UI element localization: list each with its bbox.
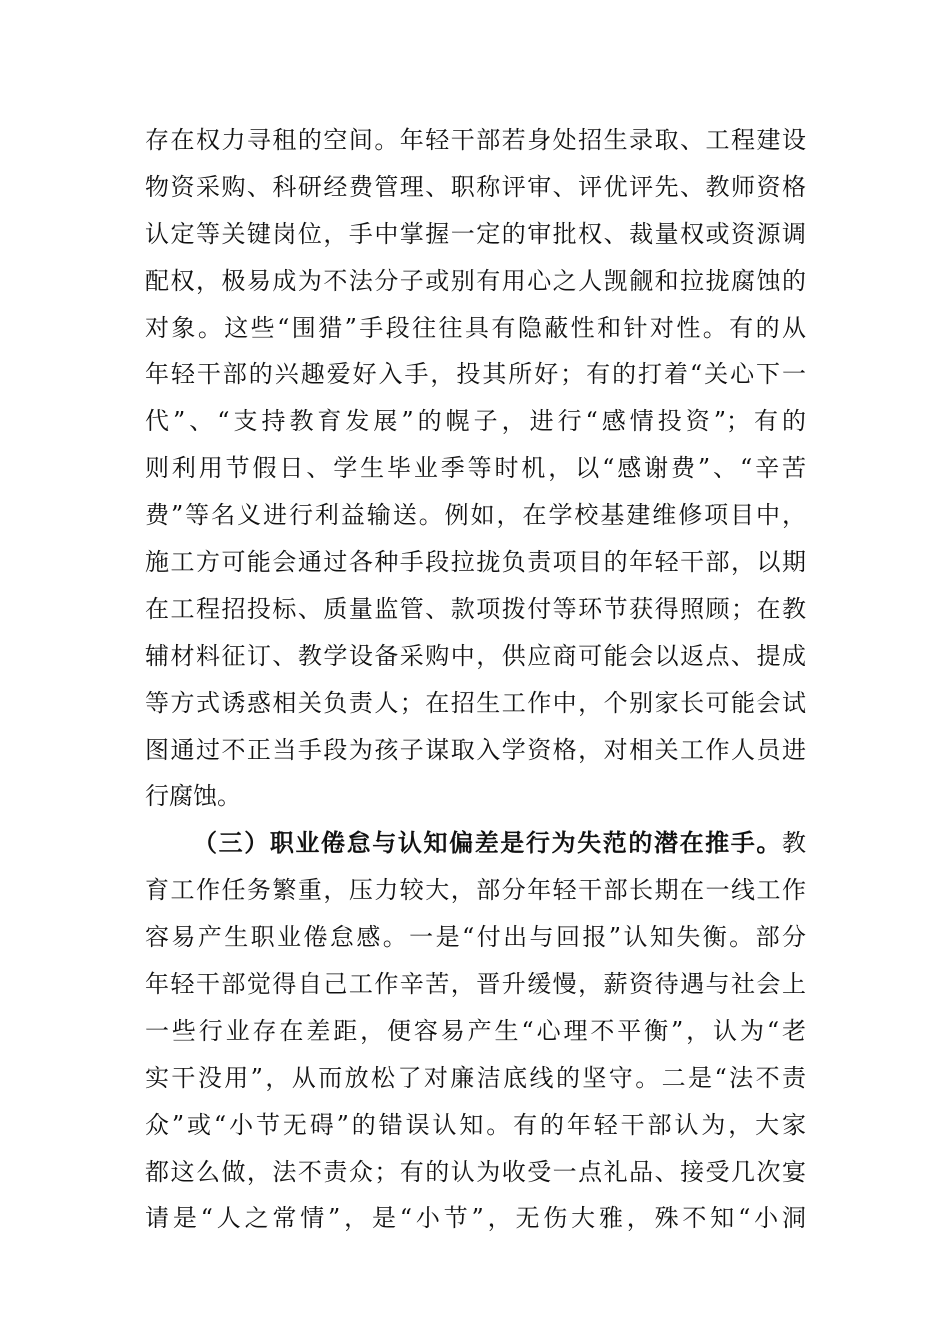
text-line: 容易产生职业倦怠感。一是“付出与回报”认知失衡。部分 — [145, 923, 806, 952]
text-line: 代”、“支持教育发展”的幌子，进行“感情投资”；有的 — [145, 407, 806, 436]
text-line: 认定等关键岗位，手中掌握一定的审批权、裁量权或资源调 — [145, 219, 806, 248]
text-line: 在工程招投标、质量监管、款项拨付等环节获得照顾；在教 — [145, 594, 806, 623]
text-line: 请是“人之常情”，是“小节”，无伤大雅，殊不知“小洞 — [145, 1204, 806, 1233]
text-line: 众”或“小节无碍”的错误认知。有的年轻干部认为，大家 — [145, 1110, 806, 1139]
text-line: 图通过不正当手段为孩子谋取入学资格，对相关工作人员进 — [145, 735, 806, 764]
text-line: 费”等名义进行利益输送。例如，在学校基建维修项目中， — [145, 501, 806, 530]
text-line: 实干没用”，从而放松了对廉洁底线的坚守。二是“法不责 — [145, 1063, 806, 1092]
paragraph-1 — [145, 117, 806, 820]
text-line: 对象。这些“围猎”手段往往具有隐蔽性和针对性。有的从 — [145, 313, 806, 342]
text-line: 一些行业存在差距，便容易产生“心理不平衡”，认为“老 — [145, 1016, 806, 1045]
heading-line — [145, 820, 806, 867]
text-line: 施工方可能会通过各种手段拉拢负责项目的年轻干部，以期 — [145, 548, 806, 577]
text-line: 年轻干部的兴趣爱好入手，投其所好；有的打着“关心下一 — [145, 360, 806, 389]
text-line: 育工作任务繁重，压力较大，部分年轻干部长期在一线工作 — [145, 876, 806, 905]
text-line: 辅材料征订、教学设备采购中，供应商可能会以返点、提成 — [145, 641, 806, 670]
paragraph-2 — [145, 820, 806, 1242]
text-line: 等方式诱惑相关负责人；在招生工作中，个别家长可能会试 — [145, 688, 806, 717]
text-line: 存在权力寻租的空间。年轻干部若身处招生录取、工程建设 — [145, 126, 806, 154]
text-line: 年轻干部觉得自己工作辛苦，晋升缓慢，薪资待遇与社会上 — [145, 970, 806, 999]
section-heading: （三）职业倦怠与认知偏差是行为失范的潜在推手。 — [193, 828, 782, 858]
text-line: 都这么做，法不责众；有的认为收受一点礼品、接受几次宴 — [145, 1157, 806, 1186]
text-line: 物资采购、科研经费管理、职称评审、评优评先、教师资格 — [145, 172, 806, 201]
document-body — [145, 117, 806, 1242]
text-line: 行腐蚀。 — [145, 782, 241, 811]
text-line: 则利用节假日、学生毕业季等时机，以“感谢费”、“辛苦 — [145, 454, 806, 483]
heading-line-rest: 教 — [782, 829, 806, 858]
text-line: 配权，极易成为不法分子或别有用心之人觊觎和拉拢腐蚀的 — [145, 266, 806, 295]
